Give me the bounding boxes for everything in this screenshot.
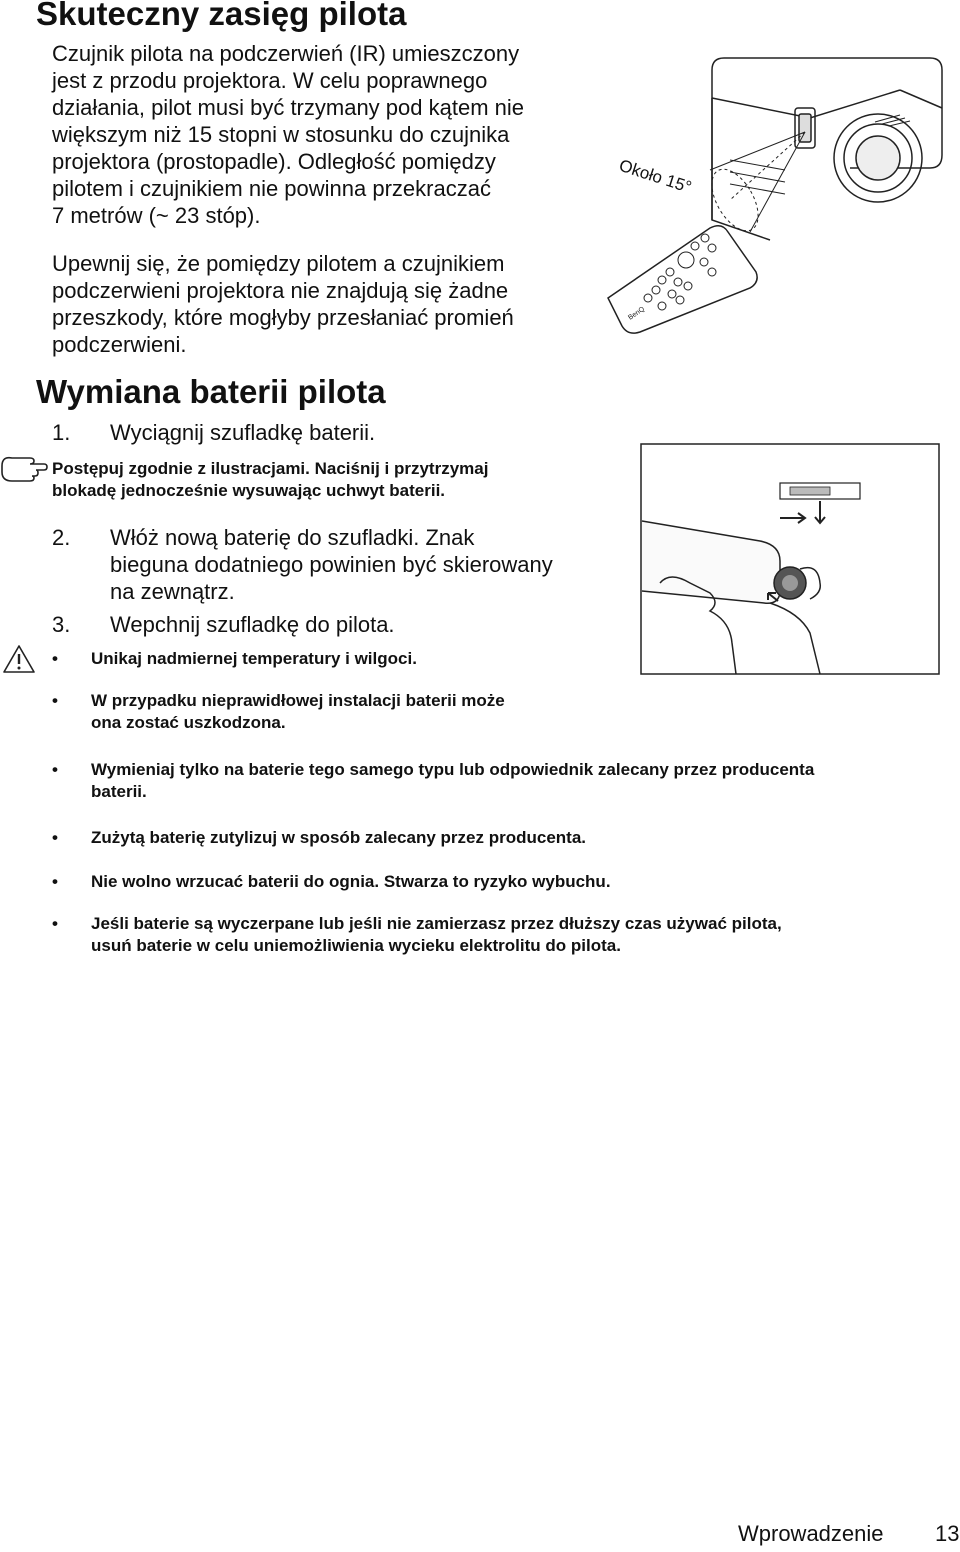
range-description — [52, 40, 612, 229]
step-text: Wepchnij szufladkę do pilota. — [110, 612, 395, 637]
text-line: podczerwieni projektora nie znajdują się żadne — [52, 278, 509, 303]
warning-line: Unikaj nadmiernej temperatury i wilgoci. — [91, 649, 417, 668]
section-title-battery-replacement: Wymiana baterii pilota — [36, 373, 386, 410]
section-title-remote-range: Skuteczny zasięg pilota — [36, 0, 407, 32]
text-line: pilotem i czujnikiem nie powinna przekraczać — [52, 176, 491, 201]
footer-section-name: Wprowadzenie — [738, 1521, 884, 1546]
warning-line: usuń baterie w celu uniemożliwienia wycieku elektrolitu do pilota. — [91, 936, 621, 955]
obstruction-description — [52, 250, 612, 358]
step-text-line: bieguna dodatniego powinien być skierowany — [110, 552, 553, 577]
step-3 — [52, 611, 632, 641]
text-line: podczerwieni. — [52, 332, 187, 357]
hand-pointer-icon — [0, 452, 48, 482]
text-line: Czujnik pilota na podczerwień (IR) umieszczony — [52, 41, 520, 66]
warning-line: Jeśli baterie są wyczerpane lub jeśli nie zamierzasz przez dłuższy czas używać pilota, — [91, 914, 782, 933]
text-line: projektora (prostopadle). Odległość pomiędzy — [52, 149, 496, 174]
remote-brand-label: BenQ — [627, 305, 646, 322]
step-text: Wyciągnij szufladkę baterii. — [110, 420, 376, 445]
battery-drawer-illustration — [640, 443, 940, 675]
bullet: • — [52, 691, 58, 710]
note-line: blokadę jednocześnie wysuwając uchwyt baterii. — [52, 481, 446, 500]
bullet: • — [52, 649, 58, 668]
text-line: Upewnij się, że pomiędzy pilotem a czujnikiem — [52, 251, 505, 276]
projector-remote-illustration — [600, 50, 950, 340]
text-line: przeszkody, które mogłyby przesłaniać promień — [52, 305, 514, 330]
warning-line: ona zostać uszkodzona. — [91, 713, 286, 732]
warning-line: Wymieniaj tylko na baterie tego samego typu lub odpowiednik zalecany przez producenta — [91, 760, 815, 779]
note-text — [52, 458, 612, 502]
warnings-list — [52, 648, 952, 968]
angle-label: Około 15° — [616, 155, 694, 197]
step-number: 1. — [52, 420, 71, 445]
text-line: jest z przodu projektora. W celu poprawnego — [52, 68, 488, 93]
bullet: • — [52, 872, 58, 891]
page-number: 13 — [935, 1521, 960, 1546]
warning-triangle-icon — [2, 644, 36, 674]
bullet: • — [52, 760, 58, 779]
text-line: 7 metrów (~ 23 stóp). — [52, 203, 261, 228]
warning-line: W przypadku nieprawidłowej instalacji baterii może — [91, 691, 505, 710]
bullet: • — [52, 828, 58, 847]
warning-line: baterii. — [91, 782, 147, 801]
step-number: 3. — [52, 612, 71, 637]
warning-line: Nie wolno wrzucać baterii do ognia. Stwarza to ryzyko wybuchu. — [91, 872, 611, 891]
step-text-line: Włóż nową baterię do szufladki. Znak — [110, 525, 475, 550]
text-line: działania, pilot musi być trzymany pod kątem nie — [52, 95, 524, 120]
bullet: • — [52, 914, 58, 933]
step-1 — [52, 419, 632, 449]
note-line: Postępuj zgodnie z ilustracjami. Naciśnij i przytrzymaj — [52, 459, 489, 478]
step-number: 2. — [52, 525, 71, 550]
step-text-line: na zewnątrz. — [110, 579, 235, 604]
warning-line: Zużytą baterię zutylizuj w sposób zalecany przez producenta. — [91, 828, 586, 847]
text-line: większym niż 15 stopni w stosunku do czujnika — [52, 122, 510, 147]
